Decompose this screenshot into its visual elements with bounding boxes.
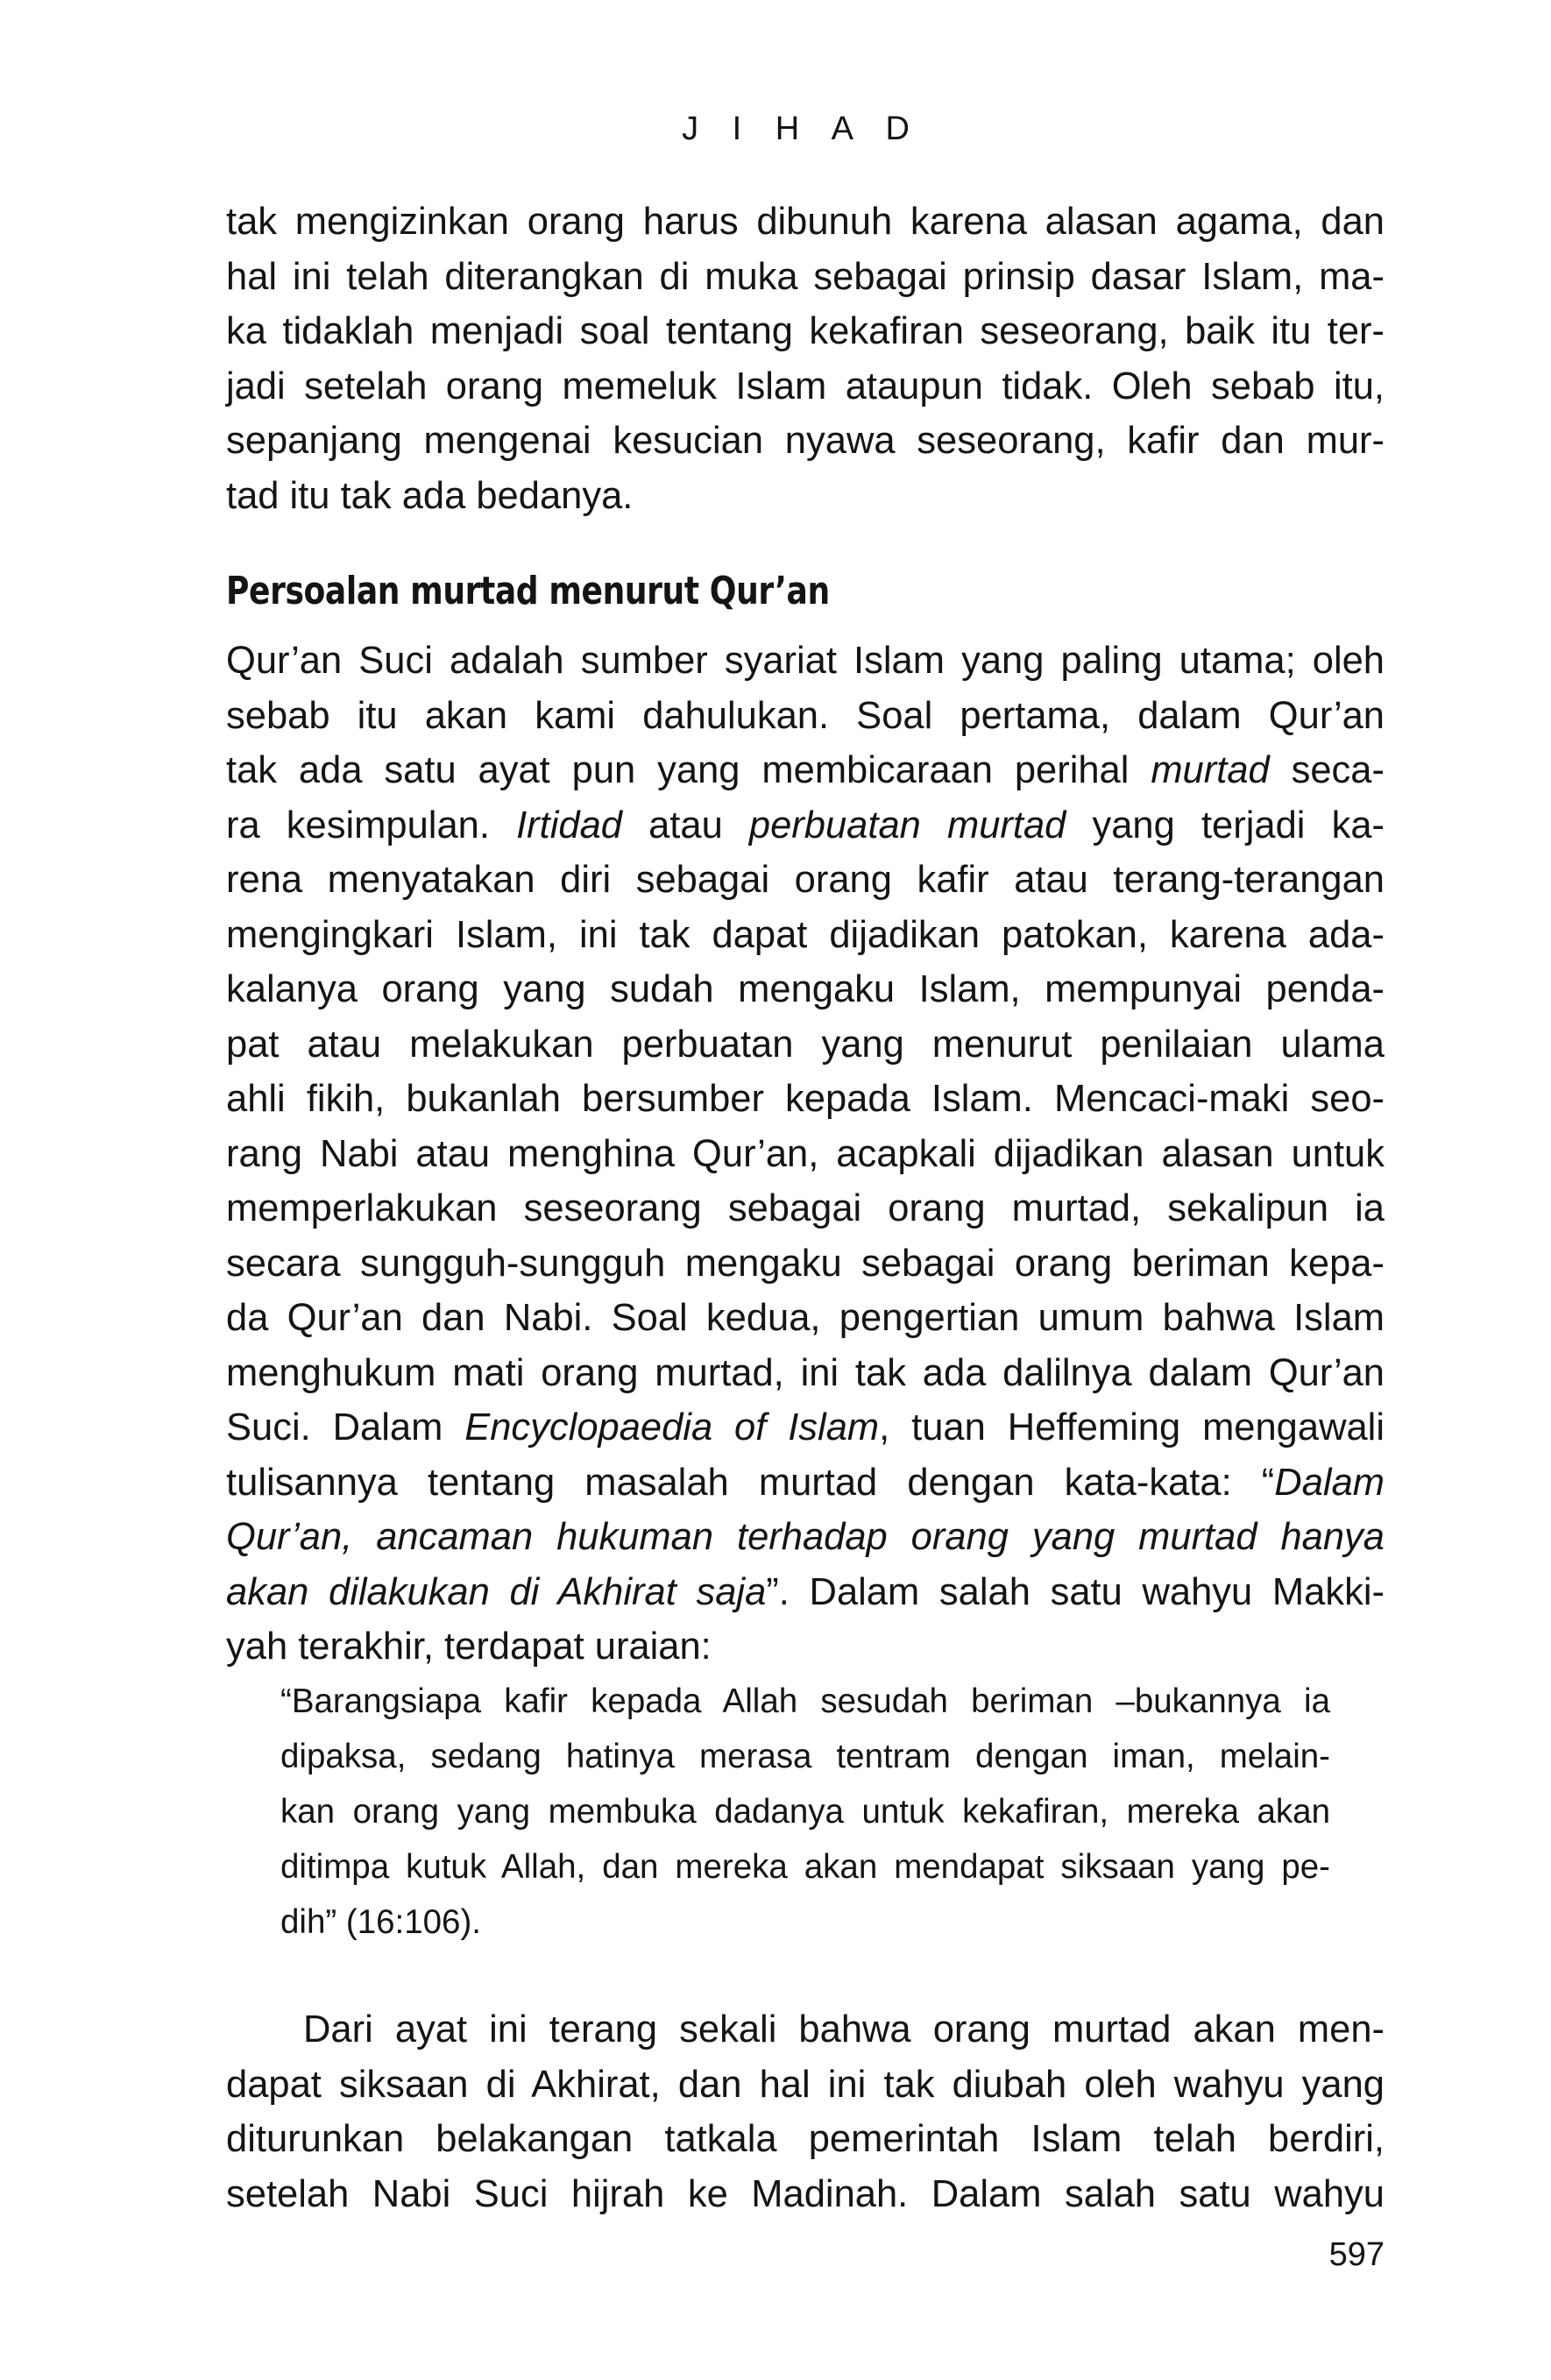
text-line: tad itu tak ada bedanya.: [226, 474, 634, 517]
text-line: setelah Nabi Suci hijrah ke Madinah. Dalam salah satu wahyu: [226, 2172, 1385, 2215]
text-line: rang Nabi atau menghina Qur’an, acapkali dijadikan alasan untuk: [226, 1132, 1385, 1175]
text-line: diturunkan belakangan tatkala pemerintah Islam telah berdiri,: [226, 2118, 1385, 2160]
running-head: J I H A D: [682, 110, 922, 147]
text-run: , tuan Heffeming mengawali: [879, 1406, 1385, 1449]
text-line: Dari ayat ini terang sekali bahwa orang murtad akan men-: [303, 2008, 1385, 2051]
italic-title: Encyclopaedia of Islam: [464, 1406, 880, 1449]
text-line: [226, 1456, 1385, 1511]
text-line: menghukum mati orang murtad, ini tak ada dalilnya dalam Qur’an: [226, 1351, 1385, 1394]
text-line: memperlakukan seseorang sebagai orang murtad, sekalipun ia: [226, 1187, 1385, 1229]
block-quote: [280, 1674, 1330, 1950]
text-run: ra kesimpulan.: [226, 804, 517, 846]
text-line: da Qur’an dan Nabi. Soal kedua, pengertian umum bahwa Islam: [226, 1297, 1385, 1339]
paragraph-2: [226, 634, 1385, 1675]
text-line: tak mengizinkan orang harus dibunuh karena alasan agama, dan: [226, 201, 1385, 243]
text-run: seca-: [1269, 749, 1385, 791]
text-line: ahli fikih, bukanlah bersumber kepada Islam. Mencaci-maki seo-: [226, 1078, 1385, 1120]
text-line: yah terakhir, terdapat uraian:: [226, 1626, 712, 1668]
text-run: ”. Dalam salah satu wahyu Makki-: [766, 1570, 1385, 1613]
text-line: sepanjang mengenai kesucian nyawa seseorang, kafir dan mur-: [226, 420, 1385, 462]
italic-term: murtad: [1151, 749, 1270, 791]
section-heading: Persoalan murtad menurut Qur’an: [226, 569, 830, 613]
quote-line: dipaksa, sedang hatinya merasa tentram dengan iman, melain-: [280, 1738, 1330, 1775]
quote-line: dih” (16:106).: [280, 1903, 481, 1941]
italic-quote: Dalam: [1274, 1461, 1385, 1504]
quote-line: ditimpa kutuk Allah, dan mereka akan mendapat siksaan yang pe-: [280, 1848, 1330, 1886]
text-line: Qur’an Suci adalah sumber syariat Islam yang paling utama; oleh: [226, 640, 1385, 682]
text-line: hal ini telah diterangkan di muka sebagai prinsip dasar Islam, ma-: [226, 255, 1385, 298]
text-run: Suci. Dalam: [226, 1406, 465, 1449]
text-line: [226, 1400, 1385, 1456]
page-number: 597: [1328, 2236, 1385, 2273]
text-run: atau: [621, 804, 749, 846]
text-line: [226, 743, 1385, 798]
paragraph-3: [226, 2002, 1385, 2221]
text-line: kalanya orang yang sudah mengaku Islam, mempunyai penda-: [226, 968, 1385, 1010]
italic-term: perbuatan murtad: [748, 804, 1066, 846]
text-line: mengingkari Islam, ini tak dapat dijadikan patokan, karena ada-: [226, 913, 1385, 956]
text-line: ka tidaklah menjadi soal tentang kekafiran seseorang, baik itu ter-: [226, 310, 1385, 352]
text-line: sebab itu akan kami dahulukan. Soal pertama, dalam Qur’an: [226, 694, 1385, 737]
italic-term: Irtidad: [516, 804, 622, 846]
text-line: pat atau melakukan perbuatan yang menurut penilaian ulama: [226, 1023, 1385, 1066]
quote-line: kan orang yang membuka dadanya untuk kekafiran, mereka akan: [280, 1793, 1330, 1831]
text-run: tulisannya tentang masalah murtad dengan kata-kata: “: [226, 1461, 1275, 1504]
text-line: [226, 798, 1385, 854]
text-line: rena menyatakan diri sebagai orang kafir atau terang-terangan: [226, 859, 1385, 901]
text-line: secara sungguh-sungguh mengaku sebagai orang beriman kepa-: [226, 1242, 1385, 1285]
quote-line: “Barangsiapa kafir kepada Allah sesudah beriman –bukannya ia: [280, 1682, 1330, 1720]
text-run: tak ada satu ayat pun yang membicaraan perihal: [226, 749, 1151, 791]
text-line: [226, 1565, 1385, 1620]
paragraph-1: [226, 195, 1385, 523]
text-line: dapat siksaan di Akhirat, dan hal ini tak diubah oleh wahyu yang: [226, 2063, 1385, 2106]
italic-quote: akan dilakukan di Akhirat saja: [226, 1570, 767, 1613]
italic-quote: Qur’an, ancaman hukuman terhadap orang yang murtad hanya: [226, 1516, 1385, 1558]
text-line: jadi setelah orang memeluk Islam ataupun tidak. Oleh sebab itu,: [226, 365, 1385, 407]
text-line: [226, 1510, 1385, 1565]
text-run: yang terjadi ka-: [1066, 804, 1385, 846]
